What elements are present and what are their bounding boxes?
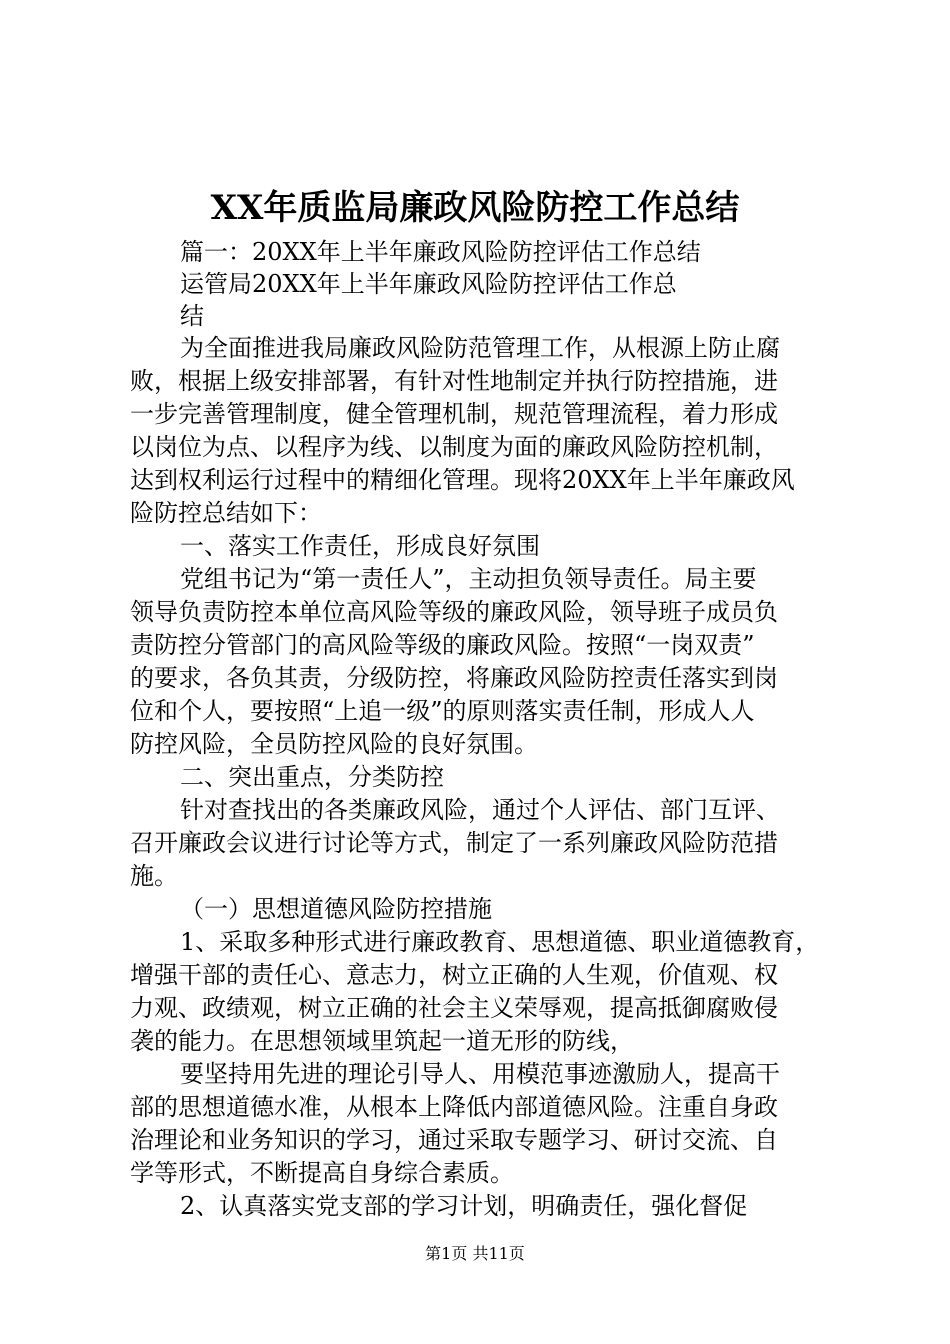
page-number: 第1页 共11页	[425, 1244, 525, 1263]
text-line: 责防控分管部门的高风险等级的廉政风险。按照“一岗双责”	[130, 631, 755, 659]
text-line: 召开廉政会议进行讨论等方式，制定了一系列廉政风险防范措	[130, 829, 778, 857]
text-line: 2、认真落实党支部的学习计划，明确责任，强化督促	[180, 1192, 748, 1220]
text-line: 袭的能力。在思想领域里筑起一道无形的防线，	[130, 1027, 634, 1055]
text-line: 针对查找出的各类廉政风险，通过个人评估、部门互评、	[180, 796, 780, 824]
text-line: 部的思想道德水准，从根本上降低内部道德风险。注重自身政	[130, 1093, 778, 1121]
text-line: 败，根据上级安排部署，有针对性地制定并执行防控措施，进	[130, 367, 778, 395]
text-line: 一步完善管理制度，健全管理机制，规范管理流程，着力形成	[130, 400, 778, 428]
text-line: 以岗位为点、以程序为线、以制度为面的廉政风险防控机制，	[130, 433, 778, 461]
document-title: XX年质监局廉政风险防控工作总结	[210, 188, 740, 228]
text-line: 位和个人，要按照“上追一级”的原则落实责任制，形成人人	[130, 697, 755, 725]
text-line: 险防控总结如下：	[130, 499, 322, 527]
text-line: 施。	[130, 862, 178, 890]
section-heading: 一、落实工作责任，形成良好氛围	[180, 532, 540, 560]
text-line: 达到权利运行过程中的精细化管理。现将20XX年上半年廉政风	[130, 466, 795, 494]
text-line: 力观、政绩观，树立正确的社会主义荣辱观，提高抵御腐败侵	[130, 994, 778, 1022]
text-line: 要坚持用先进的理论引导人、用模范事迹激励人，提高干	[180, 1060, 780, 1088]
text-line: 1、采取多种形式进行廉政教育、思想道德、职业道德教育，	[180, 928, 820, 956]
text-line: 的要求，各负其责，分级防控，将廉政风险防控责任落实到岗	[130, 664, 778, 692]
text-line: 治理论和业务知识的学习，通过采取专题学习、研讨交流、自	[130, 1126, 778, 1154]
text-line: 党组书记为“第一责任人”，主动担负领导责任。局主要	[180, 565, 757, 593]
text-line: 结	[180, 302, 204, 330]
section-heading: 二、突出重点，分类防控	[180, 763, 444, 791]
text-line: 防控风险，全员防控风险的良好氛围。	[130, 730, 538, 758]
text-line: 篇一：20XX年上半年廉政风险防控评估工作总结	[180, 238, 701, 266]
text-line: 增强干部的责任心、意志力，树立正确的人生观，价值观、权	[130, 961, 778, 989]
text-line: 为全面推进我局廉政风险防范管理工作，从根源上防止腐	[180, 334, 780, 362]
text-line: 领导负责防控本单位高风险等级的廉政风险，领导班子成员负	[130, 598, 778, 626]
subsection-heading: （一）思想道德风险防控措施	[180, 895, 492, 923]
text-line: 学等形式，不断提高自身综合素质。	[130, 1159, 514, 1187]
text-line: 运管局20XX年上半年廉政风险防控评估工作总	[180, 270, 677, 298]
